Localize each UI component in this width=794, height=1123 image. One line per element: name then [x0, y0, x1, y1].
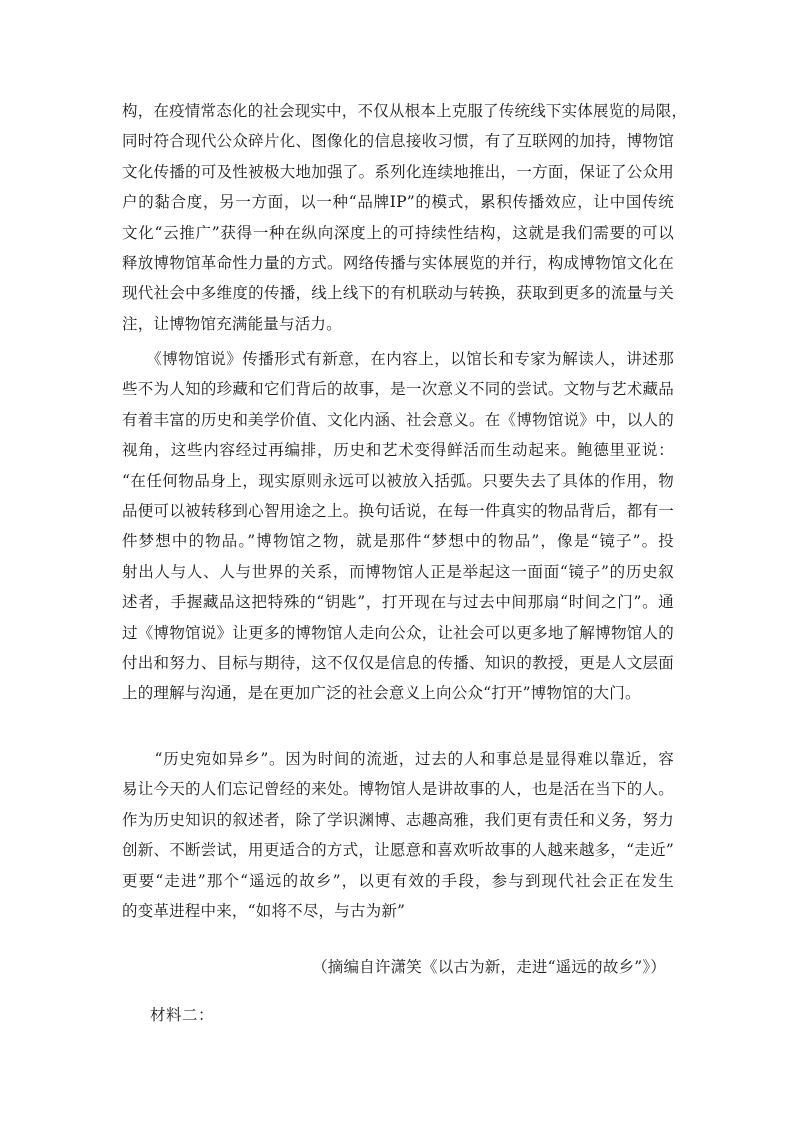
source-citation: （摘编自许潇笑《以古为新，走进“遥远的故乡”》）	[312, 958, 666, 976]
text-line: 的变革进程中来，“如将不尽，与古为新”	[122, 902, 406, 921]
text-line: 射出人与人、人与世界的关系，而博物馆人正是举起这一面面“镜子”的历史叙	[122, 562, 674, 581]
text-line: 构，在疫情常态化的社会现实中，不仅从根本上克服了传统线下实体展览的局限，	[122, 102, 688, 120]
text-line: 上的理解与沟通，是在更加广泛的社会意义上向公众“打开”博物馆的大门。	[122, 684, 641, 703]
text-line: 述者，手握藏品这把特殊的“钥匙”，打开现在与过去中间那扇“时间之门”。通	[122, 593, 674, 612]
text-line: 作为历史知识的叙述者，除了学识渊博、志趣高雅，我们更有责任和义务，努力	[122, 810, 674, 829]
text-line: 些不为人知的珍藏和它们背后的故事，是一次意义不同的尝试。文物与艺术藏品	[122, 380, 674, 399]
paragraph-1	[122, 96, 688, 339]
text-line: 文化“云推广”获得一种在纵向深度上的可持续性结构，这就是我们需要的可以	[122, 223, 674, 242]
text-line: 同时符合现代公众碎片化、图像化的信息接收习惯，有了互联网的加持，博物馆	[122, 132, 674, 151]
text-line: 易让今天的人们忘记曾经的来处。博物馆人是讲故事的人，也是活在当下的人。	[122, 780, 674, 799]
text-line: 释放博物馆革命性力量的方式。网络传播与实体展览的并行，构成博物馆文化在	[122, 254, 674, 273]
text-line: 更要“走进”那个“遥远的故乡”，以更有效的手段，参与到现代社会正在发生	[122, 871, 674, 890]
text-line: 过《博物馆说》让更多的博物馆人走向公众，让社会可以更多地了解博物馆人的	[122, 623, 674, 642]
text-line: 创新、不断尝试，用更适合的方式，让愿意和喜欢听故事的人越来越多，“走近”	[122, 841, 674, 860]
text-line: 品便可以被转移到心智用途之上。换句话说，在每一件真实的物品背后，都有一	[122, 502, 674, 521]
text-line: 有着丰富的历史和美学价值、文化内涵、社会意义。在《博物馆说》中，以人的	[122, 410, 674, 429]
text-line: “历史宛如异乡”。因为时间的流逝，过去的人和事总是显得难以靠近，容	[122, 750, 674, 768]
text-line: 现代社会中多维度的传播，线上线下的有机联动与转换，获取到更多的流量与关	[122, 284, 674, 303]
section-heading: 材料二：	[150, 1006, 215, 1024]
text-line: 件梦想中的物品。”博物馆之物，就是那件“梦想中的物品”，像是“镜子”。投	[122, 532, 674, 551]
text-line: 视角，这些内容经过再编排，历史和艺术变得鲜活而生动起来。鲍德里亚说：	[122, 441, 674, 460]
text-line: 户的黏合度，另一方面，以一种“品牌IP”的模式，累积传播效应，让中国传统	[122, 193, 674, 212]
text-line: 文化传播的可及性被极大地加强了。系列化连续地推出，一方面，保证了公众用	[122, 162, 674, 181]
paragraph-3	[122, 744, 674, 926]
text-line: 付出和努力、目标与期待，这不仅仅是信息的传播、知识的教授，更是人文层面	[122, 654, 674, 673]
text-line: “在任何物品身上，现实原则永远可以被放入括弧。只要失去了具体的作用，物	[122, 471, 674, 490]
text-line: 《博物馆说》传播形式有新意，在内容上，以馆长和专家为解读人，讲述那	[122, 350, 674, 368]
text-line: 注，让博物馆充满能量与活力。	[122, 314, 342, 333]
paragraph-2	[122, 344, 674, 709]
